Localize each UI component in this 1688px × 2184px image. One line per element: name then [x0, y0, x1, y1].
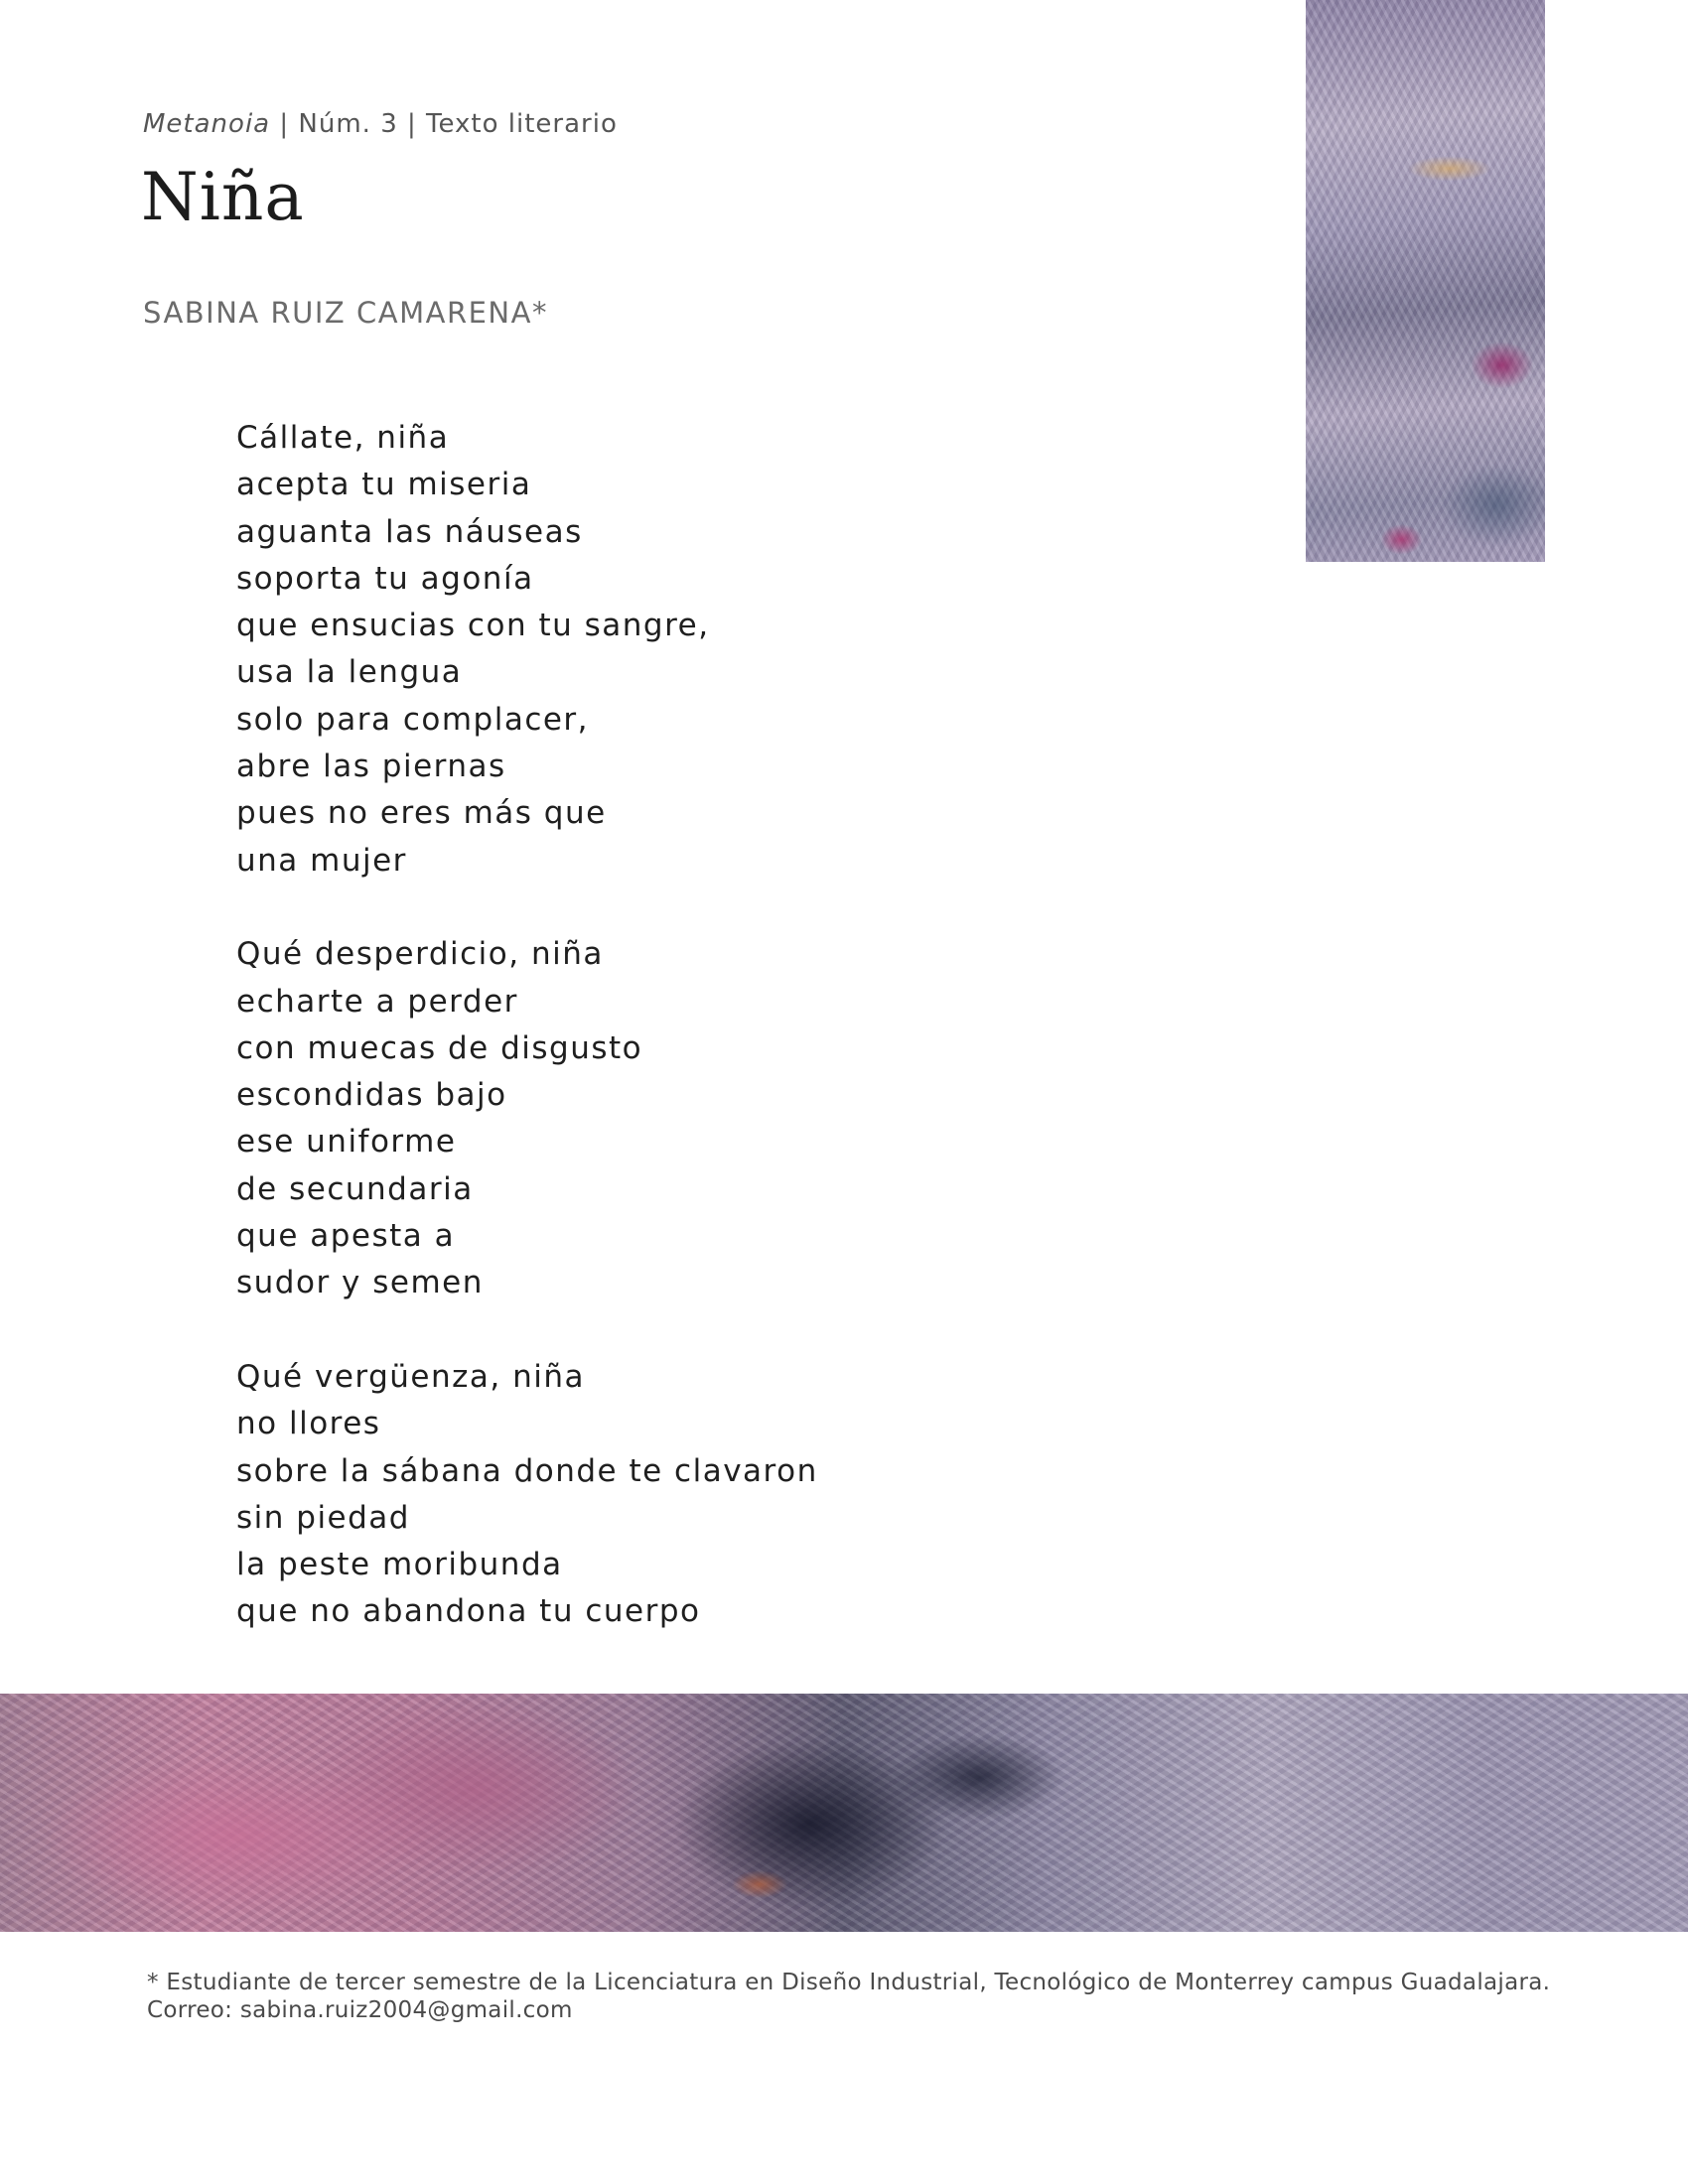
- stanza-3: [236, 1354, 818, 1636]
- verse: escondidas bajo: [236, 1077, 507, 1114]
- verse: sudor y semen: [236, 1265, 484, 1301]
- verse: abre las piernas: [236, 749, 506, 785]
- verse: Qué vergüenza, niña: [236, 1358, 586, 1395]
- verse: acepta tu miseria: [236, 467, 532, 503]
- stanza-1: [236, 415, 818, 885]
- verse: Qué desperdicio, niña: [236, 936, 604, 973]
- verse: de secundaria: [236, 1170, 474, 1207]
- painting-image-vertical: [1306, 0, 1545, 562]
- verse: echarte a perder: [236, 983, 518, 1020]
- verse: Cállate, niña: [236, 420, 450, 456]
- issue-number: Núm. 3: [298, 109, 398, 139]
- verse: una mujer: [236, 842, 407, 879]
- journal-header: [143, 109, 618, 139]
- verse: sin piedad: [236, 1499, 410, 1536]
- verse: soporta tu agonía: [236, 560, 534, 597]
- verse: sobre la sábana donde te clavaron: [236, 1452, 818, 1489]
- author-footnote: [147, 1969, 1550, 2024]
- verse: que ensucias con tu sangre,: [236, 608, 710, 644]
- footnote-affiliation: * Estudiante de tercer semestre de la Licenciatura en Diseño Industrial, Tecnológico de Monterrey campus Guadalajara.: [147, 1970, 1551, 1995]
- section-name: Texto literario: [426, 109, 618, 139]
- footnote-email: Correo: sabina.ruiz2004@gmail.com: [147, 1997, 573, 2023]
- verse: que apesta a: [236, 1218, 456, 1255]
- poem-body: [236, 415, 818, 1636]
- verse: pues no eres más que: [236, 795, 607, 832]
- poem-title: Niña: [141, 159, 305, 235]
- verse: solo para complacer,: [236, 701, 590, 738]
- author-name: SABINA RUIZ CAMARENA*: [143, 296, 548, 330]
- verse: con muecas de disgusto: [236, 1029, 643, 1066]
- painting-image-banner: [0, 1694, 1688, 1932]
- header-separator: |: [279, 109, 290, 139]
- stanza-2: [236, 931, 818, 1306]
- verse: aguanta las náuseas: [236, 513, 583, 550]
- header-separator: |: [407, 109, 417, 139]
- verse: no llores: [236, 1406, 381, 1442]
- verse: que no abandona tu cuerpo: [236, 1593, 701, 1630]
- journal-name: Metanoia: [143, 109, 271, 139]
- verse: la peste moribunda: [236, 1547, 563, 1583]
- verse: ese uniforme: [236, 1124, 457, 1160]
- verse: usa la lengua: [236, 654, 463, 691]
